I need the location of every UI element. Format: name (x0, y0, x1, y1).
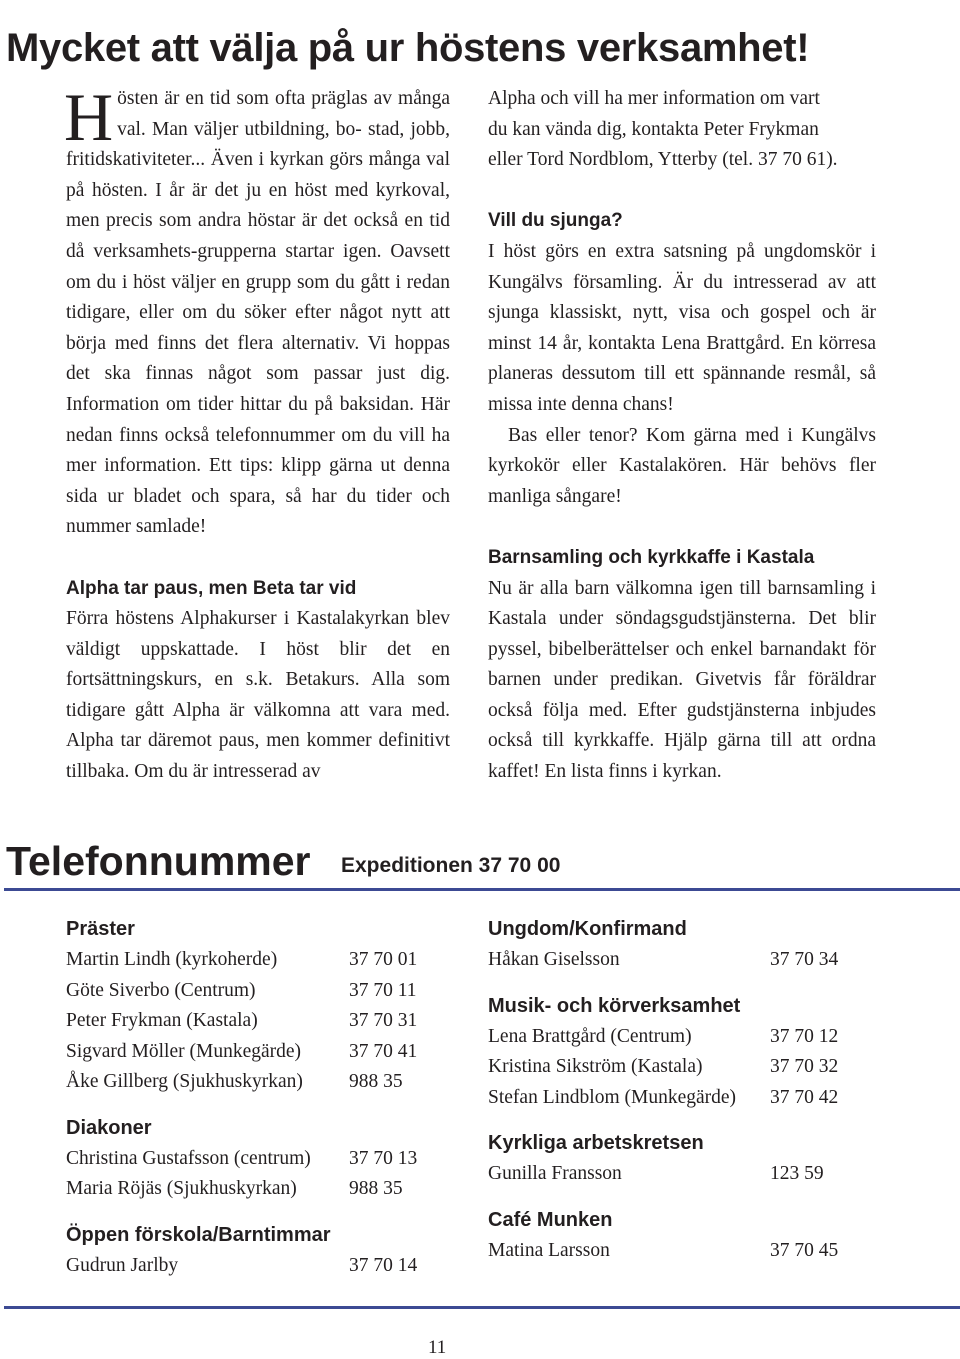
directory-number: 37 70 34 (770, 949, 839, 970)
right-column (488, 84, 876, 788)
left-column (64, 79, 451, 788)
telefon-title: Telefonnummer (6, 838, 311, 884)
alpha-body: Förra höstens Alphakurser i Kastalakyrkan blev väldigt uppskattade. I höst blir det en fortsättningskurs, en s.k. Betakurs. Alla som tidigare gått Alpha är välkomna att vara med. Alpha tar däremot paus, men kommer definitivt tillbaka. Om du är intresserad av (66, 608, 450, 783)
directory-name: Lena Brattgård (Centrum) (488, 1025, 692, 1047)
directory-name: Sigvard Möller (Munkegärde) (66, 1040, 302, 1062)
directory-heading: Diakoner (66, 1116, 152, 1139)
sjunga-paragraph-2: Bas eller tenor? Kom gärna med i Kungälvs kyrkokör eller Kastalakören. Här behövs fler manliga sångare! (488, 424, 876, 507)
sjunga-paragraph-1: I höst görs en extra satsning på ungdomskör i Kungälvs församling. Är du intresserad av att sjunga klassiskt, nytt, visa och gospel och är minst 14 år, kontakta Lena Brattgård. En körresa planeras dessutom till ett spännande resmål, så missa inte denna chans! (488, 240, 876, 415)
directory-row (488, 1052, 888, 1083)
directory-row (488, 1159, 888, 1190)
directory-row (66, 1251, 456, 1282)
directory-name: Maria Röjäs (Sjukhuskyrkan) (66, 1178, 297, 1199)
directory-name: Göte Siverbo (Centrum) (66, 979, 256, 1001)
directory-row (66, 1067, 456, 1098)
directory-number: 37 70 01 (349, 949, 418, 970)
directory-number: 37 70 11 (349, 979, 417, 1001)
directory-row (66, 1037, 456, 1068)
directory-name: Gunilla Fransson (488, 1163, 622, 1184)
directory-left (66, 913, 456, 1295)
top-divider (4, 888, 960, 891)
directory-name: Matina Larsson (488, 1239, 610, 1261)
directory-row (488, 1022, 888, 1053)
directory-name: Stefan Lindblom (Munkegärde) (488, 1086, 737, 1108)
directory-number: 988 35 (349, 1178, 403, 1199)
directory-row (66, 1006, 456, 1037)
directory-row (488, 945, 888, 976)
directory-number: 37 70 31 (349, 1010, 418, 1031)
dropcap: H (64, 79, 114, 155)
directory-number: 37 70 45 (770, 1239, 839, 1261)
directory-heading: Kyrkliga arbetskretsen (488, 1132, 704, 1154)
directory-heading: Café Munken (488, 1208, 613, 1231)
expeditionen-number: Expeditionen 37 70 00 (341, 854, 561, 877)
directory-name: Martin Lindh (kyrkoherde) (66, 949, 278, 970)
directory-number: 988 35 (349, 1071, 403, 1092)
directory-row (66, 1174, 456, 1205)
directory-name: Kristina Sikström (Kastala) (488, 1056, 703, 1077)
directory-number: 37 70 41 (349, 1040, 418, 1062)
alpha-continued-2: du kan vända dig, kontakta Peter Frykman (488, 118, 819, 140)
directory-number: 37 70 13 (349, 1147, 418, 1169)
directory-number: 37 70 32 (770, 1056, 839, 1077)
directory-name: Christina Gustafsson (centrum) (66, 1147, 311, 1169)
alpha-continued-3: eller Tord Nordblom, Ytterby (tel. 37 70 61). (488, 149, 838, 171)
directory-number: 37 70 12 (770, 1025, 839, 1047)
directory-row (66, 1144, 456, 1175)
directory-number: 37 70 14 (349, 1254, 418, 1276)
intro-paragraph (64, 79, 451, 543)
directory-name: Åke Gillberg (Sjukhuskyrkan) (66, 1071, 303, 1092)
directory-row (66, 945, 456, 976)
directory-name: Håkan Giselsson (488, 949, 620, 970)
page-number: 11 (428, 1337, 447, 1358)
sjunga-heading: Vill du sjunga? (488, 210, 623, 232)
barnsamling-body: Nu är alla barn välkomna igen till barnsamling i Kastala under söndagsgudstjänsterna. Det blir pyssel, bibelberättelser och enkel barnandakt för barnen under predikan. Givetvis får föräldrar också följa med. Efter gudstjänsterna inbjudes också till kyrkkaffe. Hjälp gärna till att ordna kaffet! En lista finns i kyrkan. (488, 577, 876, 783)
barnsamling-heading: Barnsamling och kyrkkaffe i Kastala (488, 546, 815, 568)
directory-number: 123 59 (770, 1163, 824, 1184)
directory-row (488, 1236, 888, 1267)
directory-right (488, 913, 888, 1280)
directory-row (66, 976, 456, 1007)
directory-heading: Musik- och körverksamhet (488, 994, 741, 1017)
directory-number: 37 70 42 (770, 1086, 839, 1108)
directory-row (488, 1083, 888, 1114)
directory-heading: Präster (66, 918, 135, 940)
directory-name: Peter Frykman (Kastala) (66, 1010, 258, 1031)
directory-heading: Öppen förskola/Barntimmar (66, 1223, 331, 1246)
intro-second-line: många val. Man väljer utbildning, bo- (117, 88, 451, 140)
alpha-heading: Alpha tar paus, men Beta tar vid (66, 577, 357, 599)
directory-heading: Ungdom/Konfirmand (488, 918, 687, 940)
intro-first-line: östen är en tid som ofta präglas av (117, 88, 393, 109)
intro-rest: stad, jobb, fritidskativiteter... Även i kyrkan görs många val på hösten. I år är det ju en höst med kyrkoval, men precis som andra höstar är det också en tid då verksamhets-grupperna startar igen. Oavsett om du i höst väljer en grupp som du gått i redan tidigare, eller om du söker efter något nytt att börja med finns det flera alternativ. Vi hoppas det ska finnas något som passar just dig. Information om tider hittar du på baksidan. Här nedan finns också telefonnummer om du vill ha mer information. Ett tips: klipp gärna ut denna sida ur bladet och spara, så har du tider och nummer samlade! (66, 118, 450, 538)
bottom-divider (4, 1306, 960, 1309)
directory-name: Gudrun Jarlby (66, 1254, 179, 1276)
alpha-continued-1: Alpha och vill ha mer information om vart (488, 88, 820, 109)
page-headline: Mycket att välja på ur höstens verksamhet! (6, 25, 810, 70)
